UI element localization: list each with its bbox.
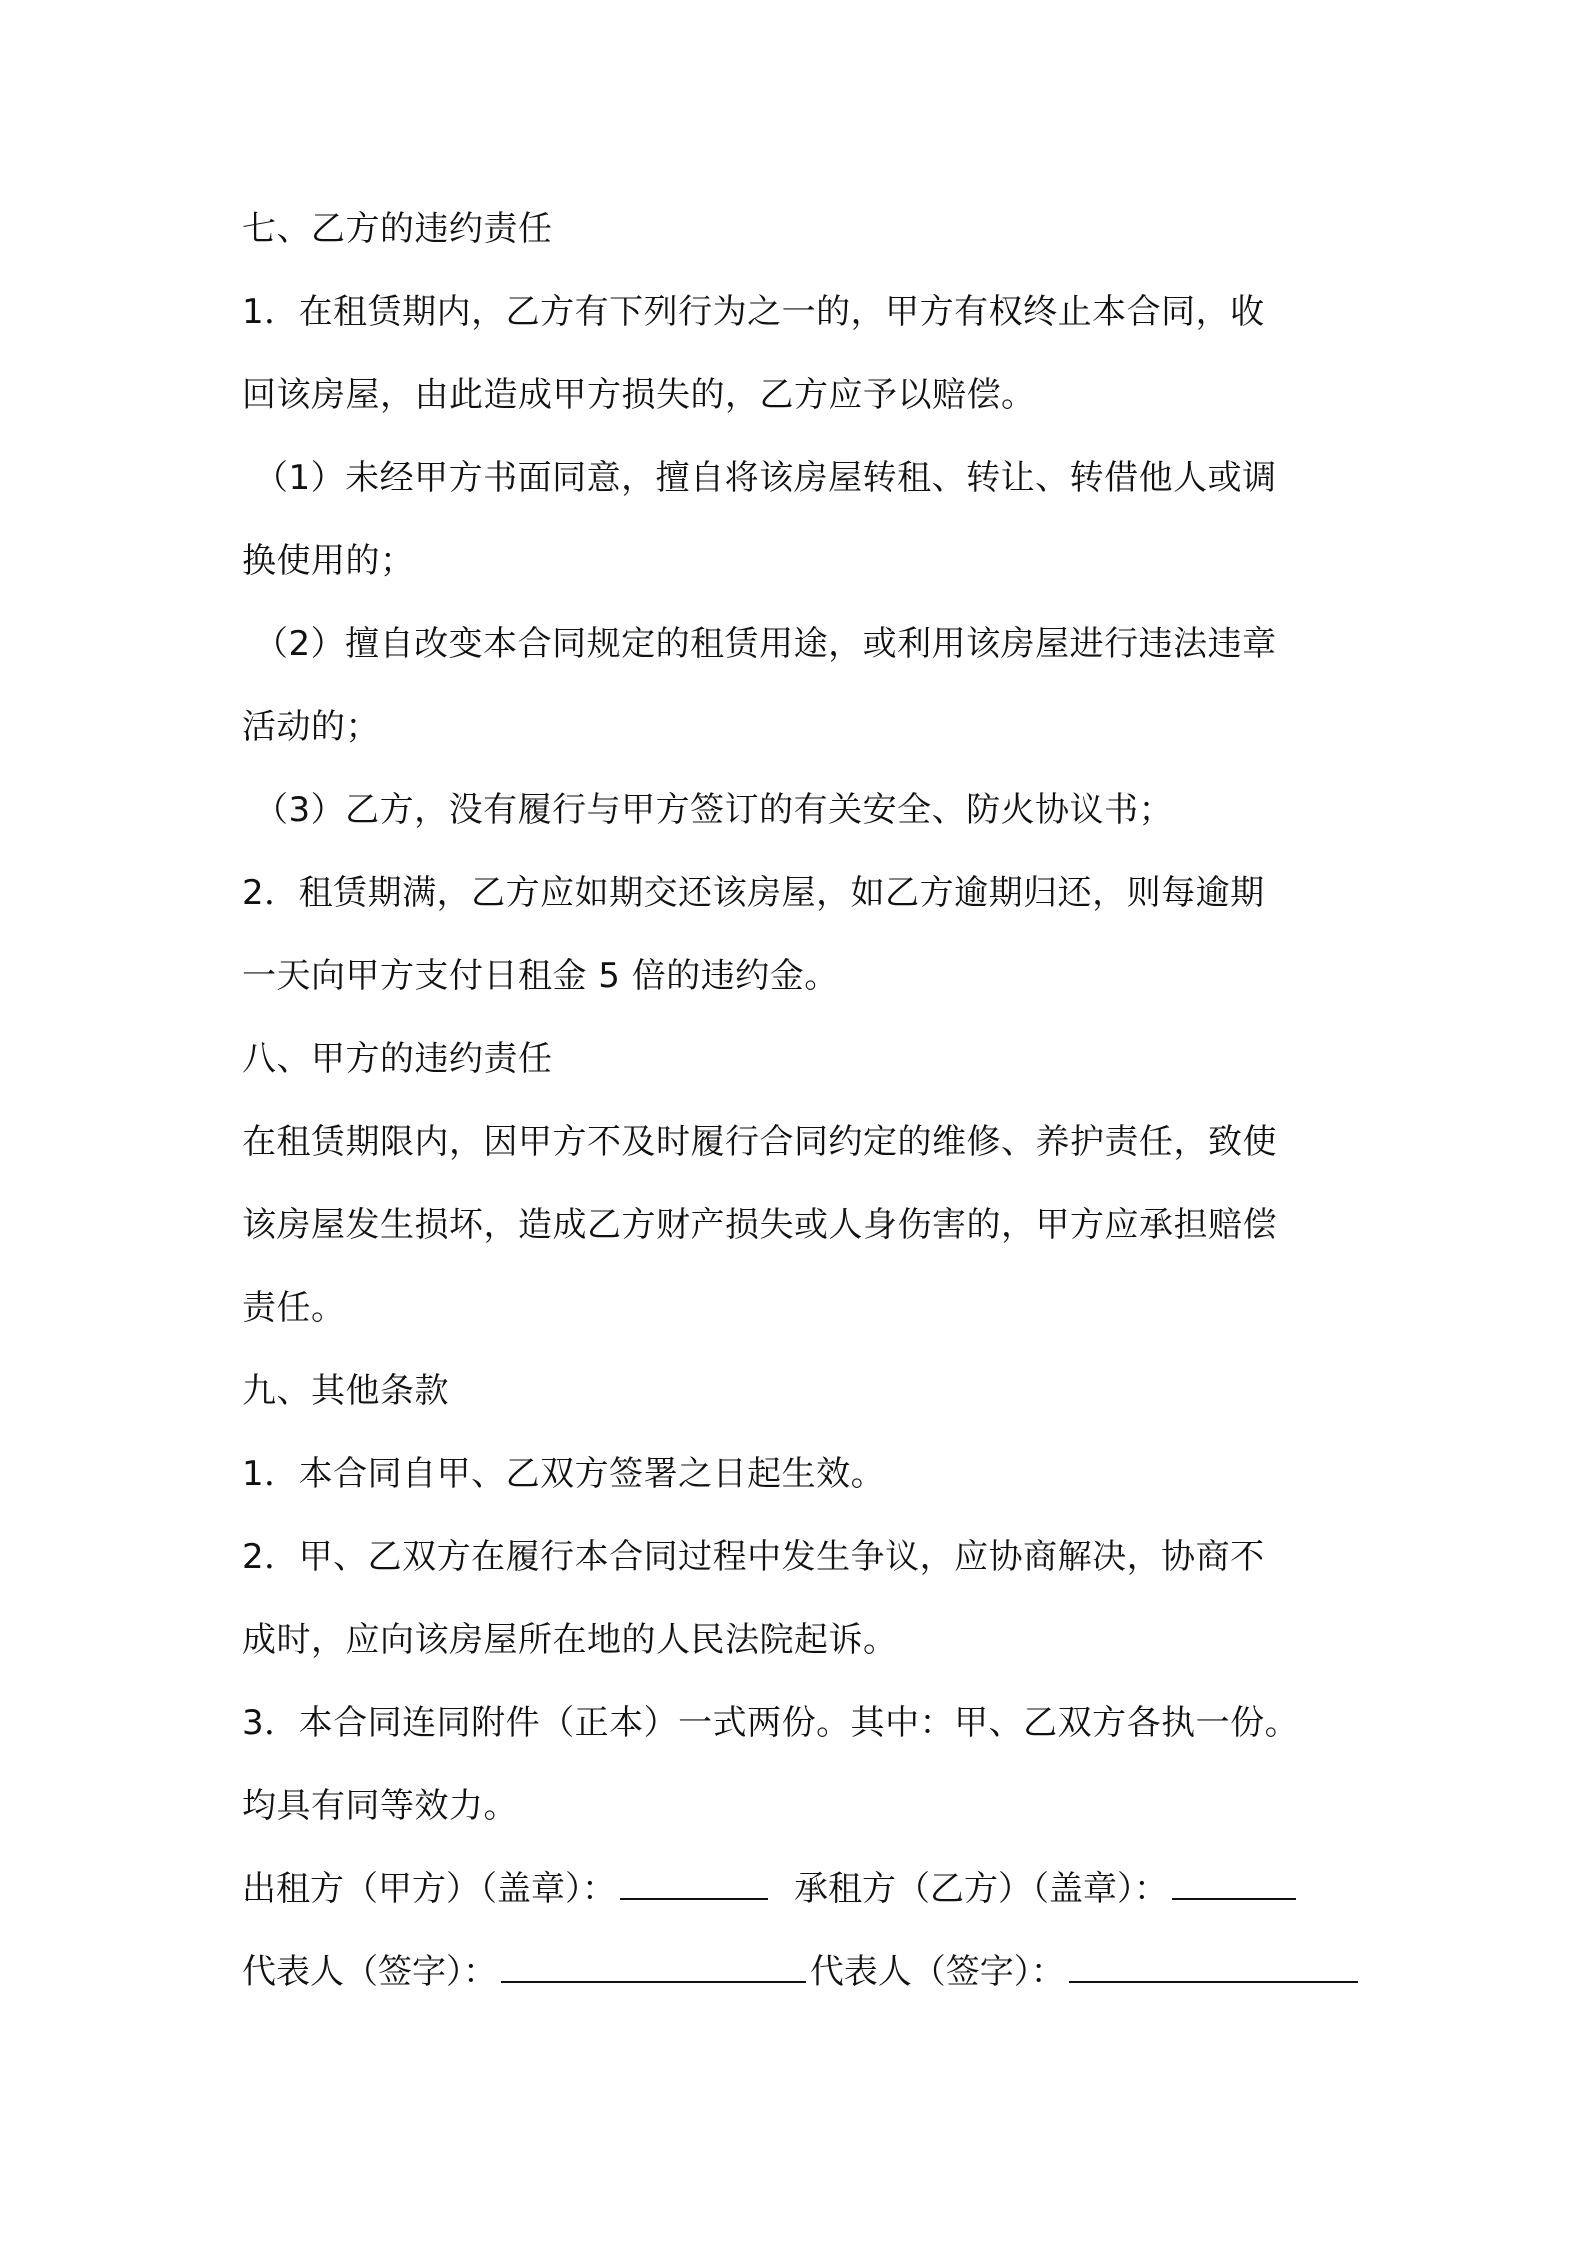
clause-line: 成时，应向该房屋所在地的人民法院起诉。 [242,1620,898,1660]
clause-line: 均具有同等效力。 [242,1786,518,1826]
seal-row [242,1859,1362,1942]
representative-row [242,1942,1362,2025]
clause-line: 一天向甲方支付日租金 5 倍的违约金。 [242,956,839,996]
section-heading: 八、甲方的违约责任 [242,1039,553,1079]
section-heading: 九、其他条款 [242,1371,449,1411]
lessee-seal-blank[interactable] [1172,1864,1296,1900]
clause-line: 责任。 [242,1288,346,1328]
clause-line: 1．在租赁期内，乙方有下列行为之一的，甲方有权终止本合同，收 [242,292,1265,332]
lessee-rep-label: 代表人（签字）： [809,1952,1065,1992]
lessor-rep-signature-blank[interactable] [501,1947,806,1983]
clause-line: （1）未经甲方书面同意，擅自将该房屋转租、转让、转借他人或调 [254,458,1277,498]
clause-line: 2．甲、乙双方在履行本合同过程中发生争议，应协商解决，协商不 [242,1537,1265,1577]
lessor-rep-label: 代表人（签字）： [242,1952,497,1992]
clause-line: 3．本合同连同附件（正本）一式两份。其中：甲、乙双方各执一份。 [242,1703,1300,1743]
lessee-rep-signature-blank[interactable] [1069,1947,1358,1983]
clause-line: （2）擅自改变本合同规定的租赁用途，或利用该房屋进行违法违章 [254,624,1277,664]
lessor-seal-blank[interactable] [620,1864,768,1900]
lessee-seal-label: 承租方（乙方）（盖章）： [794,1869,1168,1909]
contract-body [242,199,1362,2025]
clause-line: 活动的； [242,707,380,747]
clause-line: 2．租赁期满，乙方应如期交还该房屋，如乙方逾期归还，则每逾期 [242,873,1265,913]
lessor-seal-label: 出租方（甲方）（盖章）： [242,1869,616,1909]
clause-line: 换使用的； [242,541,415,581]
clause-line: 该房屋发生损坏，造成乙方财产损失或人身伤害的，甲方应承担赔偿 [242,1205,1277,1245]
clause-line: （3）乙方，没有履行与甲方签订的有关安全、防火协议书； [254,790,1174,830]
clause-line: 在租赁期限内，因甲方不及时履行合同约定的维修、养护责任，致使 [242,1122,1277,1162]
clause-line: 回该房屋，由此造成甲方损失的，乙方应予以赔偿。 [242,375,1036,415]
clause-line: 1．本合同自甲、乙双方签署之日起生效。 [242,1454,886,1494]
section-heading: 七、乙方的违约责任 [242,209,553,249]
